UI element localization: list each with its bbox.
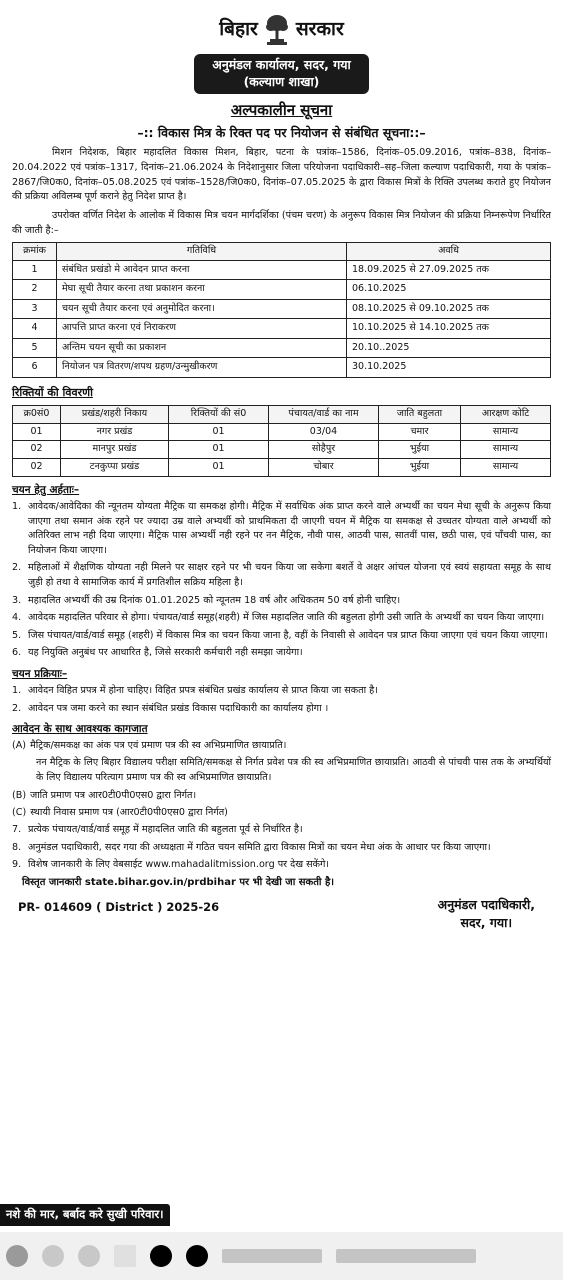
pr-number: PR- 014609 ( District ) 2025-26 [18,899,220,914]
list-item: 1. आवेदन विहित प्रपत्र में होना चाहिए। विहित प्रपत्र संबंधित प्रखंड कार्यालय से प्राप्त किया जा सकता है। [12,685,378,697]
list-item: 2. आवेदन पत्र जमा करने का स्थान संबंधित प्रखंड विकास पदाधिकारी का कार्यालय होगा । [12,702,329,714]
carousel-indicator-bar [0,1232,563,1280]
schedule-table [12,242,551,378]
office-line-2: (कल्याण शाखा) [243,73,320,89]
carousel-bar [222,1249,322,1263]
table-row: 3 चयन सूची तैयार करना एवं अनुमोदित करना। 08.10.2025 से 09.10.2025 तक [13,299,551,319]
bodhi-tree-emblem-icon [264,13,290,47]
document-item-a: (A) मैट्रिक/समकक्ष का अंक पत्र एवं प्रमाण पत्र की स्व अभिप्रमाणित छायाप्रति। [12,740,287,752]
eligibility-list [0,500,563,661]
document-item-c: (C) स्थायी निवास प्रमाण पत्र (आर0टी0पी0एस0 द्वारा निर्गत) [12,806,228,818]
footer-info: विस्तृत जानकारी state.bihar.gov.in/prdbihar पर भी देखी जा सकती है। [22,877,335,889]
footer-row [0,896,563,934]
office-line-1: अनुमंडल कार्यालय, सदर, गया [212,57,351,72]
list-item: 1. आवेदक/आवेदिका की न्यूनतम योग्यता मैट्रिक या समकक्ष होगी। मैट्रिक में सर्वाधिक अंक प्राप्त करने वाले अभ्यर्थी का चयन मेधा सूची के अनुरूप किया जाएगा तथा समान अंक रहने पर ज्यादा उम्र वाले अभ्यर्थी को प्राथमिकता दी जाएगी चयन में मैट्रिक या समकक्ष से उच्चतर योग्यता वाले अभ्यर्थी को अतिरिक्त लाभ नही दिया जाएगा। मैट्रिक पास अभ्यर्थी नही रहने पर नन मैट्रिक, नौवी पास, आठवी पास, सातवीं पास, छठी पास, एवं पाँचवी पास, का नियोजन किया जाएगा। [12,501,551,556]
intro-paragraph-2: उपरोक्त वर्णित निदेश के आलोक में विकास मित्र चयन मार्गदर्शिका (पंचम चरण) के अनुरूप विकास मित्र नियोजन की प्रक्रिया निम्नरूपेण निर्धारित की जाती है:– [12,210,551,237]
table-row: 1 संबंधित प्रखंडो मे आवेदन प्राप्त करना 18.09.2025 से 27.09.2025 तक [13,260,551,280]
signatory-line-1: अनुमंडल पदाधिकारी, [437,896,535,912]
vacancy-header-row: क्र0सं0 प्रखंड/शहरी निकाय रिक्तियों की सं0 पंचायत/वार्ड का नाम जाति बहुलता आरक्षण कोटि [13,405,551,423]
notice-header [0,0,563,142]
intro-paragraph-1: मिशन निदेशक, बिहार महादलित विकास मिशन, बिहार, पटना के पत्रांक–1586, दिनांक–05.09.2016, पत्रांक–838, दिनांक–20.04.2022 एवं पत्रांक–1317, दिनांक–21.06.2024 के निदेशानुसार जिला परियोजना पदाधिकारी–सह–जिला कल्याण पदाधिकारी, गया के पत्रांक–2867/जि0क0, दिनांक–05.08.2025 एवं पत्रांक–1528/जि0क0, दिनांक–07.05.2025 के द्वारा विकास मित्रों के रिक्ति उपलब्ध कराते हुए नियोजन की प्रक्रिया अविलम्ब पूर्ण कराने हेतु निदेश प्राप्त है। [12,146,551,203]
govt-right-text: सरकार [295,18,344,41]
schedule-header-activity: गतिविधि [57,243,347,261]
signatory-line-2: सदर, गया। [460,915,513,931]
carousel-dot[interactable] [186,1245,208,1267]
schedule-header-row [13,243,551,261]
list-item: 8. अनुमंडल पदाधिकारी, सदर गया की अध्यक्षता में गठित चयन समिति द्वारा विकास मित्रों का चयन मेधा अंक के आधार पर किया जाएगा। [12,841,491,853]
carousel-dot[interactable] [78,1245,100,1267]
table-row: 5 अन्तिम चयन सूची का प्रकाशन 20.10..2025 [13,338,551,358]
vacancy-heading: रिक्तियों की विवरणी [12,385,93,399]
office-name-box [194,54,368,94]
table-row: 6 नियोजन पत्र वितरण/शपथ ग्रहण/उन्मुखीकरण 30.10.2025 [13,358,551,378]
notice-title: अल्पकालीन सूचना [230,100,333,119]
schedule-header-period: अवधि [347,243,551,261]
documents-heading: आवेदन के साथ आवश्यक कागजात [12,723,148,736]
list-item: 4. आवेदक महादलित परिवार से होगा। पंचायत/वार्ड समूह(शहरी) में जिस महादलित जाति की बहुलता होगी उसी जाति के अभ्यर्थी का चयन किया जाएगा। [12,612,545,624]
list-item: 9. विशेष जानकारी के लिए वेबसाईट www.mahadalitmission.org पर देख सकेंगे। [12,859,330,871]
table-row: 02 टनकुप्पा प्रखंड 01 चोबार भुईया सामान्य [13,459,551,477]
list-item: 6. यह नियुक्ति अनुबंध पर आधारित है, जिसे सरकारी कर्मचारी नही समझा जायेगा। [12,647,303,659]
carousel-dot[interactable] [114,1245,136,1267]
carousel-bar [336,1249,476,1263]
schedule-header-sn: क्रमांक [13,243,57,261]
document-item-a-continuation: नन मैट्रिक के लिए बिहार विद्यालय परीक्षा समिति/समकक्ष से निर्गत प्रवेश पत्र की स्व अभिप्रमाणित छायाप्रति। आठवी से पांचवी पास तक के अभ्यर्थियों के लिए विद्यालय परित्याग प्रमाण पत्र की स्व अभिप्रमाणित छायाप्रति। [36,756,551,783]
list-item: 3. महादलित अभ्यर्थी की उम्र दिनांक 01.01.2025 को न्यूनतम 18 वर्ष और अधिकतम 50 वर्ष होनी चाहिए। [12,594,401,606]
government-title [0,10,563,50]
additional-points-list [0,823,563,873]
list-item: 5. जिस पंचायत/वार्ड/वार्ड समूह (शहरी) में विकास मित्र का चयन किया जाना है, वहीं के निवासी से आवेदन पत्र प्राप्त किया जाएगा एवं चयन किया जाएगा। [12,629,548,641]
process-heading: चयन प्रक्रियाः– [12,667,68,680]
document-item-b: (B) जाति प्रमाण पत्र आर0टी0पी0एस0 द्वारा निर्गत। [12,789,197,801]
table-row: 01 नगर प्रखंड 01 03/04 चमार सामान्य [13,423,551,441]
notice-subject: –:: विकास मित्र के रिक्त पद पर नियोजन से संबंधित सूचना::– [137,125,426,140]
table-row: 02 मानपुर प्रखंड 01 सोहैपुर भुईया सामान्य [13,441,551,459]
list-item: 7. प्रत्येक पंचायत/वार्ड/वार्ड समूह में महादलित जाति की बहुलता पूर्व से निर्धारित है। [12,824,303,836]
signatory [438,896,535,934]
slogan-banner: नशे की मार, बर्बाद करे सुखी परिवार। [0,1204,170,1226]
govt-left-text: बिहार [219,18,258,41]
list-item: 2. महिलाओं में शैक्षणिक योग्यता नही मिलने पर साक्षर रहने पर भी चयन किया जा सकेगा बशर्ते वे अक्षर आंचल योजना एवं स्वयं सहायता समूह के साथ जुड़ी हो तथा वे सामाजिक कार्य में प्रगतिशील सक्रिय महिला है। [12,562,551,588]
vacancy-table [12,405,551,477]
eligibility-heading: चयन हेतु अर्हताः– [12,483,80,496]
table-row: 2 मेघा सूची तैयार करना तथा प्रकाशन करना 06.10.2025 [13,280,551,300]
table-row: 4 आपत्ति प्राप्त करना एवं निराकरण 10.10.2025 से 14.10.2025 तक [13,319,551,339]
process-list [0,684,563,716]
carousel-dot[interactable] [6,1245,28,1267]
carousel-dot[interactable] [42,1245,64,1267]
carousel-dot-active[interactable] [150,1245,172,1267]
